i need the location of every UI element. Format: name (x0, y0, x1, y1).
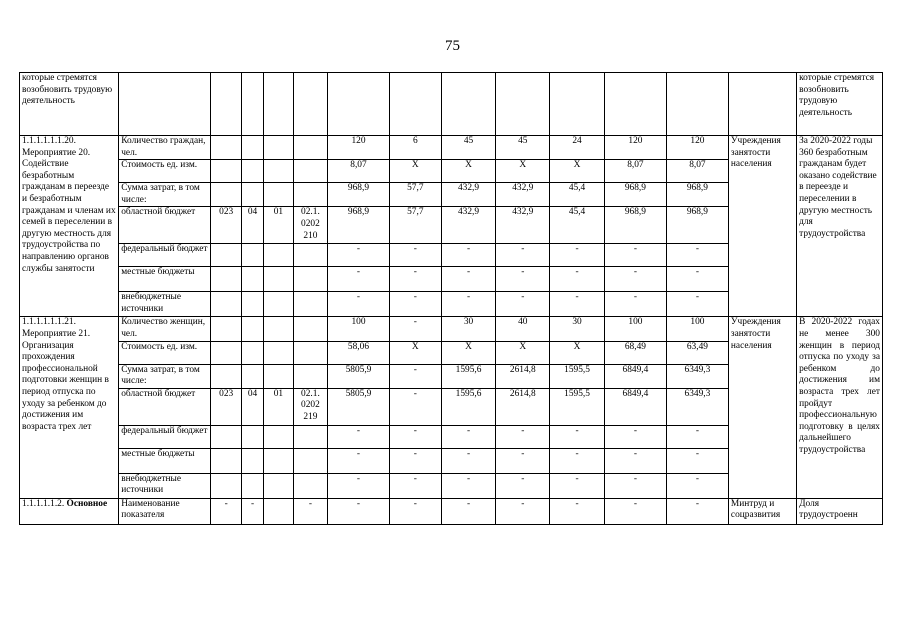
table-cell: которые стремятся возобновить трудовую деятельность (797, 73, 883, 136)
table-cell (263, 364, 293, 388)
table-cell: - (389, 388, 441, 425)
table-cell: Х (550, 160, 605, 183)
table-cell: 6849,4 (604, 388, 666, 425)
table-cell: 01 (263, 388, 293, 425)
table-cell (666, 73, 728, 136)
table-cell (441, 73, 496, 136)
table-cell (242, 267, 264, 292)
table-cell: 2614,8 (496, 364, 550, 388)
table-cell: Х (441, 341, 496, 364)
table-cell (242, 292, 264, 317)
table-cell: - (441, 498, 496, 524)
table-cell: - (441, 267, 496, 292)
table-cell: - (496, 498, 550, 524)
table-cell: местные бюджеты (119, 448, 211, 473)
table-cell (293, 448, 327, 473)
table-cell: 968,9 (327, 183, 389, 207)
table-cell (604, 73, 666, 136)
table-cell: внебюджетные источники (119, 292, 211, 317)
table-cell: - (550, 498, 605, 524)
table-cell: 432,9 (441, 207, 496, 244)
table-cell: 100 (327, 317, 389, 341)
table-cell (293, 244, 327, 267)
table-cell: - (604, 244, 666, 267)
table-cell (496, 73, 550, 136)
table-cell: Количество граждан, чел. (119, 136, 211, 160)
table-cell (242, 425, 264, 448)
table-cell: - (666, 425, 728, 448)
table-cell: - (327, 292, 389, 317)
table-cell (263, 448, 293, 473)
table-cell (550, 73, 605, 136)
table-cell (119, 73, 211, 136)
table-cell (242, 160, 264, 183)
table-cell: 8,07 (666, 160, 728, 183)
table-cell: 432,9 (496, 207, 550, 244)
table-cell: 40 (496, 317, 550, 341)
table-cell (263, 160, 293, 183)
table-cell (293, 267, 327, 292)
table-cell (293, 136, 327, 160)
table-cell (263, 341, 293, 364)
table-cell (263, 498, 293, 524)
table-cell (263, 73, 293, 136)
table-cell (293, 425, 327, 448)
table-cell: - (441, 292, 496, 317)
table-cell: Минтруд и соцразвития (728, 498, 796, 524)
table-cell: - (550, 292, 605, 317)
table-row (20, 73, 883, 136)
table-cell (242, 364, 264, 388)
table-cell: - (327, 244, 389, 267)
table-cell: федеральный бюджет (119, 425, 211, 448)
table-cell (293, 73, 327, 136)
table-cell: - (327, 448, 389, 473)
table-cell (211, 341, 242, 364)
program-measures-table (19, 72, 883, 525)
table-cell: 68,49 (604, 341, 666, 364)
table-cell (211, 448, 242, 473)
table-cell (293, 341, 327, 364)
table-cell: - (389, 292, 441, 317)
table-cell: - (389, 317, 441, 341)
table-cell: - (441, 244, 496, 267)
table-cell (211, 183, 242, 207)
table-cell: - (389, 267, 441, 292)
table-cell: 023 (211, 388, 242, 425)
table-cell: местные бюджеты (119, 267, 211, 292)
table-cell: Сумма затрат, в том числе: (119, 364, 211, 388)
table-cell: - (389, 244, 441, 267)
table-cell (293, 364, 327, 388)
table-cell (242, 244, 264, 267)
table-cell: 45 (441, 136, 496, 160)
table-cell: 30 (441, 317, 496, 341)
table-cell: - (550, 473, 605, 498)
table-cell: которые стремятся возобновить трудовую деятельность (20, 73, 119, 136)
table-cell: - (604, 425, 666, 448)
table-cell: Наименование показателя (119, 498, 211, 524)
table-cell: Х (389, 160, 441, 183)
table-cell: 968,9 (666, 207, 728, 244)
table-cell (242, 473, 264, 498)
table-cell: областной бюджет (119, 388, 211, 425)
table-cell: - (604, 292, 666, 317)
table-cell: 432,9 (441, 183, 496, 207)
table-cell: - (666, 473, 728, 498)
table-cell: В 2020-2022 годах не менее 300 женщин в период отпуска по уходу за ребенком до достижения им возраста трех лет пройдут профессиональную подготовку в целях дальнейшего трудоустройства (797, 317, 883, 498)
table-cell: - (496, 267, 550, 292)
table-cell: 2614,8 (496, 388, 550, 425)
table-cell: 1.1.1.1.1.1.20. Мероприятие 20. Содействие безработным гражданам в переезде и безработным гражданам и членам их семей в переселении в другую местность для трудоустройства по направлению органов службы занятости (20, 136, 119, 317)
table-cell: Сумма затрат, в том числе: (119, 183, 211, 207)
table-cell: - (327, 498, 389, 524)
table-cell (242, 136, 264, 160)
table-cell (263, 425, 293, 448)
table-cell: 24 (550, 136, 605, 160)
table-cell: - (496, 292, 550, 317)
table-cell (728, 73, 796, 136)
table-cell: - (604, 267, 666, 292)
table-cell: 57,7 (389, 207, 441, 244)
table-cell: - (550, 244, 605, 267)
table-cell: 120 (327, 136, 389, 160)
table-cell: 45,4 (550, 183, 605, 207)
table-cell: 120 (666, 136, 728, 160)
table-cell: - (666, 292, 728, 317)
table-cell: 120 (604, 136, 666, 160)
table-cell: - (242, 498, 264, 524)
table-cell: Стоимость ед. изм. (119, 160, 211, 183)
table-cell: 6 (389, 136, 441, 160)
table-cell: 01 (263, 207, 293, 244)
table-cell (242, 341, 264, 364)
table-cell: - (496, 425, 550, 448)
table-cell (327, 73, 389, 136)
table-row (20, 136, 883, 160)
table-cell (242, 317, 264, 341)
table-cell: 30 (550, 317, 605, 341)
page-number: 75 (445, 38, 460, 54)
table-cell (293, 473, 327, 498)
table-cell (293, 183, 327, 207)
table-cell: Учреждения занятости населения (728, 317, 796, 498)
table-cell: 432,9 (496, 183, 550, 207)
table-cell: 968,9 (604, 183, 666, 207)
table-cell: 1595,6 (441, 388, 496, 425)
table-cell: областной бюджет (119, 207, 211, 244)
table-cell: 04 (242, 388, 264, 425)
table-cell: Х (550, 341, 605, 364)
table-cell (211, 317, 242, 341)
table-cell: 45 (496, 136, 550, 160)
table-cell: - (496, 244, 550, 267)
table-cell: - (604, 498, 666, 524)
table-cell: 1.1.1.1.1.1.21. Мероприятие 21. Организация прохождения профессиональной подготовки женщин в период отпуска по уходу за ребенком до достижения им возраста трех лет (20, 317, 119, 498)
table-cell: - (604, 448, 666, 473)
table-cell (293, 292, 327, 317)
table-cell: - (389, 498, 441, 524)
table-cell: - (389, 473, 441, 498)
table-cell: 57,7 (389, 183, 441, 207)
table-cell (263, 292, 293, 317)
table-cell: Х (496, 160, 550, 183)
table-cell: 100 (604, 317, 666, 341)
table-cell (211, 267, 242, 292)
table-cell (242, 183, 264, 207)
table-cell: - (550, 448, 605, 473)
table-cell: - (327, 267, 389, 292)
table-cell (293, 160, 327, 183)
table-cell: 6349,3 (666, 388, 728, 425)
table-cell: - (496, 473, 550, 498)
table-cell: - (666, 498, 728, 524)
table-cell: - (293, 498, 327, 524)
table-cell: Доля трудоустроенн (797, 498, 883, 524)
table-cell: Количество женщин, чел. (119, 317, 211, 341)
table-cell: 5805,9 (327, 364, 389, 388)
table-cell (211, 136, 242, 160)
table-cell: - (389, 364, 441, 388)
table-cell (242, 73, 264, 136)
table-cell: - (211, 498, 242, 524)
table-cell (263, 473, 293, 498)
table-cell: 968,9 (327, 207, 389, 244)
table-cell (263, 317, 293, 341)
table-cell: 1.1.1.1.1.2. Основное (20, 498, 119, 524)
table-row (20, 317, 883, 341)
table-cell: 02.1. 0202 210 (293, 207, 327, 244)
table-cell: Стоимость ед. изм. (119, 341, 211, 364)
table-cell: - (327, 425, 389, 448)
table-cell (211, 364, 242, 388)
table-cell: 968,9 (666, 183, 728, 207)
table-cell: - (441, 448, 496, 473)
table-cell: 1595,5 (550, 364, 605, 388)
table-cell: федеральный бюджет (119, 244, 211, 267)
table-cell: 63,49 (666, 341, 728, 364)
table-cell: внебюджетные источники (119, 473, 211, 498)
table-cell: 100 (666, 317, 728, 341)
table-cell: - (666, 448, 728, 473)
table-cell (211, 473, 242, 498)
table-cell: 1595,5 (550, 388, 605, 425)
table-cell (263, 244, 293, 267)
table-cell: Учреждения занятости населения (728, 136, 796, 317)
table-cell: 45,4 (550, 207, 605, 244)
table-cell: - (666, 244, 728, 267)
table-cell: 1595,6 (441, 364, 496, 388)
table-cell: - (496, 448, 550, 473)
table-cell: Х (496, 341, 550, 364)
table-cell: 8,07 (327, 160, 389, 183)
table-cell: - (327, 473, 389, 498)
table-cell: - (389, 448, 441, 473)
table-cell: 04 (242, 207, 264, 244)
table-row (20, 498, 883, 524)
table-cell: - (666, 267, 728, 292)
table-cell: - (550, 267, 605, 292)
table-cell (389, 73, 441, 136)
table-cell: - (550, 425, 605, 448)
table-cell: - (604, 473, 666, 498)
table-cell: 02.1. 0202 219 (293, 388, 327, 425)
table-cell: - (389, 425, 441, 448)
table-cell (211, 425, 242, 448)
table-cell: 58,06 (327, 341, 389, 364)
table-cell: Х (389, 341, 441, 364)
table-cell: - (441, 473, 496, 498)
table-cell (211, 292, 242, 317)
table-cell (211, 244, 242, 267)
table-cell (293, 317, 327, 341)
table-cell (242, 448, 264, 473)
table-cell (211, 160, 242, 183)
table-cell: За 2020-2022 годы 360 безработным гражданам будет оказано содействие в переезде и переселении в другую местность для трудоустройства (797, 136, 883, 317)
table-cell: 5805,9 (327, 388, 389, 425)
table-cell: Х (441, 160, 496, 183)
table-cell (263, 136, 293, 160)
table-cell (263, 183, 293, 207)
table-cell: 8,07 (604, 160, 666, 183)
table-cell: 6849,4 (604, 364, 666, 388)
table-cell: 968,9 (604, 207, 666, 244)
table-cell: 023 (211, 207, 242, 244)
table-cell: 6349,3 (666, 364, 728, 388)
table-cell: - (441, 425, 496, 448)
table-cell (211, 73, 242, 136)
table-cell (263, 267, 293, 292)
